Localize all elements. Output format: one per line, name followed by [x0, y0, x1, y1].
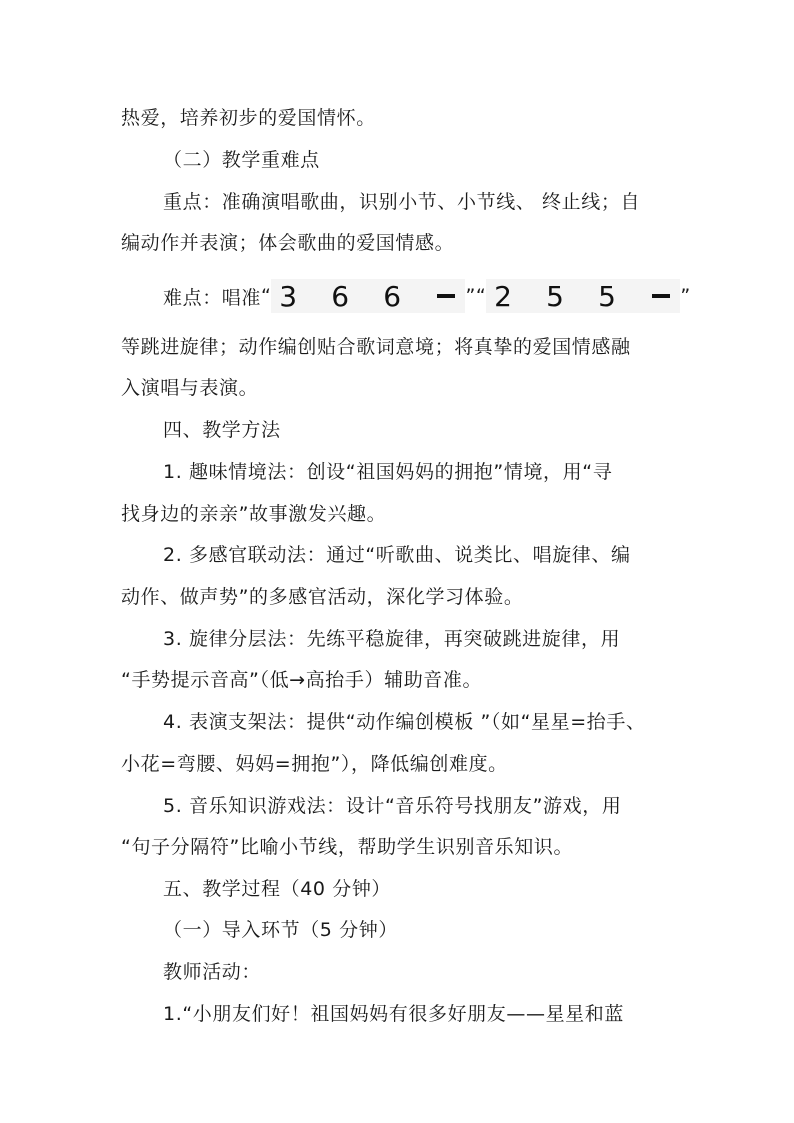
list-item: 3. 旋律分层法：先练平稳旋律，再突破跳进旋律，用 [163, 628, 621, 650]
paragraph-line: 动作、做声势”的多感官活动，深化学习体验。 [121, 586, 524, 608]
paragraph-line: “句子分隔符”比喻小节线，帮助学生识别音乐知识。 [121, 836, 574, 858]
list-item: 1. 趣味情境法：创设“祖国妈妈的拥抱”情境，用“寻 [163, 461, 613, 483]
paragraph-line: 编动作并表演；体会歌曲的爱国情感。 [121, 232, 455, 254]
extension-dash [652, 294, 670, 298]
paragraph-line: 小花=弯腰、妈妈=拥抱”），降低编创难度。 [121, 753, 508, 775]
notation-snippet-1 [271, 279, 465, 313]
section-heading: （二）教学重难点 [163, 149, 320, 171]
paragraph-line: 入演唱与表演。 [121, 377, 259, 399]
open-quote: “ [261, 285, 272, 307]
notation-snippet-2 [486, 279, 680, 313]
paragraph-line: 等跳进旋律；动作编创贴合歌词意境；将真挚的爱国情感融 [121, 336, 631, 358]
paragraph-line: 重点：准确演唱歌曲，识别小节、小节线、 终止线；自 [163, 191, 641, 213]
section-heading: 五、教学过程（40 分钟） [163, 878, 392, 900]
list-item: 1.“小朋友们好！祖国妈妈有很多好朋友——星星和蓝 [163, 1003, 624, 1025]
close-quote: ” [680, 285, 691, 307]
section-heading: 四、教学方法 [163, 419, 281, 441]
notation-note: 6 [331, 279, 350, 313]
notation-note: 3 [279, 279, 298, 313]
middle-quotes: ”“ [465, 285, 487, 307]
difficulty-line [163, 278, 691, 314]
paragraph-line: “手势提示音高”（低→高抬手）辅助音准。 [121, 669, 483, 691]
paragraph-line: 热爱，培养初步的爱国情怀。 [121, 107, 376, 129]
notation-note: 6 [383, 279, 402, 313]
notation-note: 2 [494, 279, 513, 313]
list-item: 2. 多感官联动法：通过“听歌曲、说类比、唱旋律、编 [163, 544, 631, 566]
notation-note: 5 [598, 279, 617, 313]
paragraph-line: 找身边的亲亲”故事激发兴趣。 [121, 503, 387, 525]
paragraph-line: 教师活动： [163, 961, 262, 983]
notation-note: 5 [546, 279, 565, 313]
extension-dash [437, 294, 455, 298]
list-item: 4. 表演支架法：提供“动作编创模板 ”（如“星星=抬手、 [163, 711, 646, 733]
difficulty-label: 难点：唱准 [163, 286, 262, 309]
subsection-heading: （一）导入环节（5 分钟） [163, 919, 398, 941]
list-item: 5. 音乐知识游戏法：设计“音乐符号找朋友”游戏，用 [163, 795, 622, 817]
